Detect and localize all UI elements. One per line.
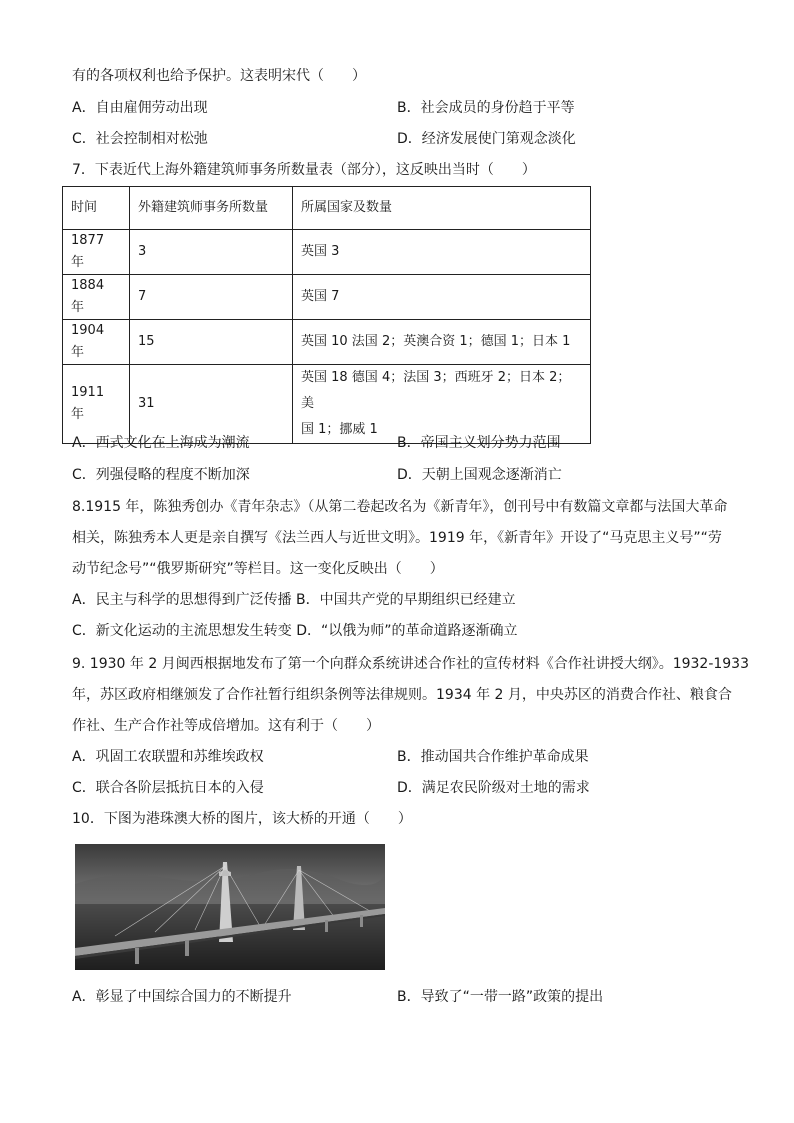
bridge-photo <box>75 844 385 970</box>
q9-option-a: A．巩固工农联盟和苏维埃政权 <box>72 749 264 765</box>
q8-stem-line-3: 动节纪念号”“俄罗斯研究”等栏目。这一变化反映出（ ） <box>72 561 444 577</box>
table-cell-count: 31 <box>130 365 293 444</box>
q6-option-b: B．社会成员的身份趋于平等 <box>397 100 575 116</box>
q6-option-a: A．自由雇佣劳动出现 <box>72 100 208 116</box>
table-header-cell: 外籍建筑师事务所数量 <box>130 187 293 230</box>
q9-option-b: B．推动国共合作维护革命成果 <box>397 749 589 765</box>
q7-option-c: C．列强侵略的程度不断加深 <box>72 467 250 483</box>
table-cell-countries: 英国 7 <box>293 275 591 320</box>
q9-option-d: D．满足农民阶级对土地的需求 <box>397 780 590 796</box>
table-row <box>63 230 591 275</box>
table-cell-year: 1911 年 <box>63 365 130 444</box>
table-cell-count: 3 <box>130 230 293 275</box>
table-cell-year: 1884 年 <box>63 275 130 320</box>
q8-options-line-1: A．民主与科学的思想得到广泛传播 B．中国共产党的早期组织已经建立 <box>72 592 516 608</box>
q9-option-c: C．联合各阶层抵抗日本的入侵 <box>72 780 264 796</box>
table-cell-countries <box>293 365 591 444</box>
table-row <box>63 275 591 320</box>
q9-stem-line-1: 9. 1930 年 2 月闽西根据地发布了第一个向群众系统讲述合作社的宣传材料《合作社讲授大纲》。1932-1933 <box>72 656 750 672</box>
q8-stem-line-1: 8.1915 年，陈独秀创办《青年杂志》（从第二卷起改名为《新青年》，创刊号中有数篇文章都与法国大革命 <box>72 499 728 515</box>
countries-line-2: 国 1；挪威 1 <box>301 422 378 437</box>
table-row <box>63 320 591 365</box>
q8-options-line-2: C．新文化运动的主流思想发生转变 D．“以俄为师”的革命道路逐渐确立 <box>72 623 518 639</box>
q8-stem-line-2: 相关，陈独秀本人更是亲自撰写《法兰西人与近世文明》。1919 年，《新青年》开设了“马克思主义号”“劳 <box>72 530 722 546</box>
table-cell-year: 1877 年 <box>63 230 130 275</box>
table-cell-count: 7 <box>130 275 293 320</box>
q7-option-d: D．天朝上国观念逐渐消亡 <box>397 467 562 483</box>
q7-option-b: B．帝国主义划分势力范围 <box>397 435 561 451</box>
q6-option-c: C．社会控制相对松弛 <box>72 131 208 147</box>
q7-option-a: A．西式文化在上海成为潮流 <box>72 435 250 451</box>
table-cell-countries: 英国 3 <box>293 230 591 275</box>
q9-stem-line-3: 作社、生产合作社等成倍增加。这有利于（ ） <box>72 718 380 734</box>
table-header-row <box>63 187 591 230</box>
countries-line-1: 英国 18 德国 4；法国 3；西班牙 2；日本 2；美 <box>301 370 571 411</box>
q9-stem-line-2: 年，苏区政府相继颁发了合作社暂行组织条例等法律规则。1934 年 2 月，中央苏区的消费合作社、粮食合 <box>72 687 732 703</box>
table-cell-countries: 英国 10 法国 2；英澳合资 1；德国 1；日本 1 <box>293 320 591 365</box>
table-cell-count: 15 <box>130 320 293 365</box>
q7-stem: 7．下表近代上海外籍建筑师事务所数量表（部分），这反映出当时（ ） <box>72 162 536 178</box>
q6-stem-tail: 有的各项权利也给予保护。这表明宋代（ ） <box>72 68 366 84</box>
q10-option-b: B．导致了“一带一路”政策的提出 <box>397 989 604 1005</box>
table-row <box>63 365 591 444</box>
table-header-cell: 所属国家及数量 <box>293 187 591 230</box>
q7-table <box>62 186 591 444</box>
q10-option-a: A．彰显了中国综合国力的不断提升 <box>72 989 292 1005</box>
q10-stem: 10．下图为港珠澳大桥的图片，该大桥的开通（ ） <box>72 811 412 827</box>
table-header-cell: 时间 <box>63 187 130 230</box>
table-cell-year: 1904 年 <box>63 320 130 365</box>
q6-option-d: D．经济发展使门第观念淡化 <box>397 131 576 147</box>
